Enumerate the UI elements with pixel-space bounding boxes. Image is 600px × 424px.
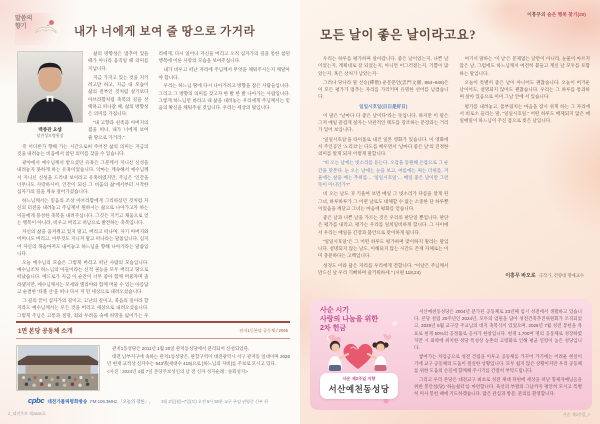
paragraph: 우리는 하느님 땅에 다시 나아가려고 방향을 잡은 사람들입니다. 그리고 그 방향의 의미를 찾고자 한 발 한 발 나아가는 사람입니다. 그렇게 하느님만 바라고 내 삶을 내려놓는 우리에게 주님께서는 믿음의 확신을 채워주실 것입니다. 우리는 세상의 빛입니다. <box>158 83 290 111</box>
rose-icon <box>49 20 54 25</box>
paragraph: 자신의 삶을 움켜쥐고 있지 말고, 버리고 떠나며, 자기 아버지와 어머니도 버리고, 아무것도 지니지 말고 떠나라는 말씀입니다. 심지어 자신의 목숨마저도 내어놓고 하느님을 향해 나아가라는 말씀입니다. <box>17 228 149 256</box>
author-name: 백종관 요셉 <box>38 126 62 132</box>
left-article-title: 내가 너에게 보여 줄 땅으로 가거라 <box>74 26 256 38</box>
community-intro-section <box>16 321 290 391</box>
paragraph: 여기서 말하는 ‘이 날’은 문제없는 날만이 아니라, 눈물이 마르지 않은 날, 그럼에도 하느님께서 여전히 붙들고 계신 날 모두를 포함하는 말입니다. <box>459 56 590 76</box>
badge-label <box>15 13 32 45</box>
word-fragrance-badge <box>15 13 71 45</box>
paragraph: 그 길의 끝이 십자가의 길이고, 고난의 길이고, 죽음의 길이라 할지라도 예수님께서는 모든 것을 버리고 세상으로 내려오셨습니다. 그렇게 주님은 고통과 절망, 죄와 두려움 속에 희망을 잃어가는 우리에게, 다시 일어나 자신을 버리고 오직 십자가의 길을 통한 참된 행복에 이른 사랑의 모습을 보여주십니다. <box>17 51 290 318</box>
paragraph: 내가 비우고 떠난 자리에 주님께서 무엇을 채워주시는지 깨달아야 합니다. <box>158 67 290 80</box>
community-intro-header <box>16 321 290 339</box>
left-page-footer: 2_대전주보 제2885호 <box>8 411 46 416</box>
author-photo-block <box>17 51 83 139</box>
right-page <box>300 0 600 424</box>
paragraph: 성경도 이와 닮은 자리를 우리에게 전합니다. “이날은 주님께서 만드신 날 우리 기뻐하며 즐거워하세.” (시편 118,24) <box>318 262 449 275</box>
byline <box>505 272 584 279</box>
paragraph: 서산예천동성당은 2004년 분가된 공동체로 23년째 임시 성전에서 생활하고 있습니다. 본당 설립 20주년인 2024년, 모두의 염원을 담아 성전건축추진위원회가 조직되었고, 2025년 6월 교구장 주교님의 대지 축복식이 있었으며, 2026년 7월 성전 봉헌을 목표로 현재 50%의 공정률로 공사가 한창입니다. 현재 1,700여 명의 공동체로 성장하였지만 시 외곽에 위치한 성당 특성상 농촌의 고령화로 인해 평균 연령이 높은 성당입니다. <box>414 309 582 350</box>
community-intro-tag: 관저1동본당 공동체 / 2065 <box>239 327 288 333</box>
paragraph: 그러나 당나라 말 선승(禪僧) 운문문언(雲門文偃, 864~949)은 이 모든 평가가 멈추는 자리를 가리키며 유명한 선어를 남겼습니다. <box>318 79 449 100</box>
right-page-footer: 사순 제2주일_7 <box>562 412 590 417</box>
community-group-photo <box>16 345 100 391</box>
paragraph: 대전 남부지구에 속하는 관저1동성당은, 관할구역이 대전광역시 서구 관저동 일대이며 2026년 현재 교적상 신자수는 943명(세대수 419)으로 [하느님의 자비]를 주보로 모시고 있다. <box>107 353 290 367</box>
donation-left-panel <box>310 299 408 410</box>
paragraph: 광야에서 예수님께서 받으셨던 유혹은 그분께서 지니신 신성을 내려놓지 못하게 하는 유혹이었습니다. 악마는 계속해서 예수님께서 지니신 신성을 드러내 보이라고 유혹하였지만, 주님은 ‘인간을 너무나도 사랑하시어, 인간이 되신 그 비움의 삶’에서부터 시작한 십자가의 길을 계속 걸어가셨습니다. <box>17 159 149 195</box>
right-article-body <box>318 55 590 291</box>
byline-role: 극작가, 건양대 명예교수 <box>538 273 584 278</box>
donation-heading-line1: 사순 시기 <box>320 307 349 314</box>
paragraph: 우리는 하루를 평가하며 살아갑니다. 좋은 날이었는지, 나쁜 날이었는지, 계획대로 잘 되었는지, 아니면 어그러졌는지, 기쁨이 많았는지, 혹은 상처가 남았는지- <box>318 56 449 76</box>
paragraph: 그리고 우리 본당은 대전교구 최초로 성전 제대 뒤편에 세상을 떠난 형제자매님들을 위한 봉안실(당) ‘하늘쉼터’를 마련합니다. 육신의 부활의 그날까지 평안히 모시고 특별히 미사 봉헌 때에 기도하겠습니다. 많은 관심과 방문, 문의를 환영합니다. <box>414 376 582 397</box>
byline-name: 이흥무 바오로 <box>505 273 536 279</box>
donation-heading-line3: 2차 헌금 <box>320 325 347 333</box>
paragraph: 오늘이 특별히 좋은 날이 아니어도 괜찮습니다. 오늘이 버거운 날이어도, 설명되지 않아도 괜찮습니다. 우리는 그 하루를 통과하며 살아 있음으로 이미 그날 안에 서 있습니다. <box>459 79 590 100</box>
community-intro-heading: 1면 본당 공동체 소개 <box>18 329 73 335</box>
donation-parish-name: 서산예천동성당 <box>328 384 390 395</box>
paragraph: 지금 가지고 있는 것을 지키려고만 하고, 지금 내 모습이 삶의 전부인 것처럼 살기보다 아브라함처럼 축복의 길을 선택하고 떠나갈 때, 삶의 방향성은 의미를 가집니다. <box>88 74 149 117</box>
badge-line2: 향기 <box>15 23 27 30</box>
badge-line1: 말씀의 <box>15 16 33 22</box>
photo-caption: <사진 : 2024년 4월 7일 본당주보성인의 날 전 신자 성지순례 : 솔뫼성지> <box>107 369 248 375</box>
donation-heading <box>320 306 408 333</box>
author-role: 당진성모병원장 <box>36 132 64 138</box>
paragraph: ‘일일시호일’을 타이틀로 내건 일본 영화가 있습니다. 이 영화에서 주인공인 ‘노리코’는 다도를 배우면서 ‘날마다 좋은 날’의 진정한 의미를 알게 되자 이렇게 말합니다. <box>318 136 449 156</box>
donation-body <box>408 299 592 410</box>
paragraph: 하느님께서는 믿음의 조상 아브라함에게 그리하셨던 것처럼 자신의 터전을 내려놓고 주님께서 원하시는 삶으로 나아가고자 하는 이들에게 풍성한 축복을 내려주십니다. 그것은 지키고 채움으로 얻는 행복이 아니라, 비우고 버리고 떠남으로 발견하는 축복입니다. <box>17 198 149 226</box>
donation-heading-line2: 사랑의 나눔을 위한 <box>320 316 378 324</box>
cpbc-logo: cpbc <box>28 396 45 405</box>
paragraph: 평가를 내려놓고, 몸부림치는 마음을 잠시 쉬게 하는 그 자리에서 비로소 들리는 말, “일일시호일.” 어떤 하루도 배제되지 않은 매일매일이 하느님이 주신 몸으로 빚은 날입니다. <box>459 103 590 123</box>
paragraph: “일일시호일”은 그 어떤 하루도 평가하며 맞이하지 말라는 말입니다. 설명되지 않는 날도, 이해되지 않는 시간도 존재 자체로는 이미 충분하다는 고백입니다. <box>318 238 449 259</box>
donation-banner <box>310 299 592 410</box>
children-holding-heart-illustration <box>318 334 398 372</box>
donation-intention: 사순 제2주일 지향 <box>342 376 376 382</box>
paragraph: 관저1동성당은 2011년 1월 20일 관저동성당에서 분리되어 신설되었다. <box>112 345 250 351</box>
paragraph: 좋은 날과 나쁜 날을 가르는 것은 우리의 판단일 뿐입니다. 판단은 평가를 내리고, 평가는 우리를 일희일비하게 합니다. 그 사이에서 우리는 매일을 긴장과 불안으로 맞이하게 됩니다. <box>318 215 449 235</box>
column-series-title: 숨은 행복 찾기(20) <box>547 13 586 18</box>
zen-phrase: 일일시호일(日日是好日) <box>359 103 408 109</box>
movie-quote: “비 오는 날에는 빗소리를 듣는다. 오감을 동원해 온몸으로 그 순간을 맛본다. 눈 오는 날에는 눈을 보고, 여름에는 찌는 더위를, 겨울에는 살을 베는 추위를… ‘일일시호일’… 매일 좋은 날이란 그런 뜻이 아니던가?” <box>318 160 449 187</box>
paragraph: 쌓여가는 차입금으로 성전 건립을 이루고 공동체를 가꾸어 가기에는 어려운 현실이기에 교구 공동체의 도움이 절실한 상황입니다. 모두 쉽지 않은 상황이지만 우리 공동체를 위한 도움의 손길에 함께해 주시기를 간절히 부탁드립니다. <box>414 353 582 373</box>
open-book-icon <box>34 13 58 45</box>
donation-parish-label <box>320 373 398 399</box>
left-article-body <box>17 50 290 320</box>
paragraph: 오늘 예수님의 모습은 그렇게 버리고 떠난 사람의 모습입니다. 예수님조차 하느님의 아들이라는 신적 권능을 모두 버리고 땅으로 떠났습니다. 베드로가 지금 이 순간이 너무 좋아 함께 머물자며 졸라댔지만, 예수님께서는 모세와 엘리야와 함께 머물 수 있는 아름답고 순결한 ‘타볼 산’을 떠나 다시 저 먼 세상으로 내려오셨습니다. <box>17 259 149 295</box>
paragraph: 즉 어디론가 향해 가는 시간으로써 주어진 삶의 의미는 지금의 것을 내려놓는 비움에서 참된 의미를 찾을 수 있습니다. <box>17 143 149 156</box>
broadcast-notice <box>28 396 268 405</box>
priest-portrait-photo <box>17 51 83 123</box>
broadcast-schedule: 3월 2일(월)~7일(토) 오전 6시 50분 교구 주임 권영준 신부 편 <box>161 399 269 404</box>
paragraph: 비 오는 날도 귀 기울여 보면 매일 그 빗소리가 다름을 알게 된 그녀, 하루하루가 그 어떤 날로도 대체할 수 없는 소중한 단 하루뿐이었음을 깨닫고 그녀는 마음에 평화를 얻습니다. <box>318 191 449 211</box>
column-author: 이흥무의 <box>527 13 546 18</box>
column-header <box>527 11 586 18</box>
broadcast-station: 대전가톨릭평화방송 <box>47 399 88 404</box>
paragraph: 이 말은 “날마다 다 좋은 날이다”라는 뜻입니다. 하지만 이 말은 그저 매일 즐겁게 살자는 낙관적인 태도를 강조하는 문장과는 거리가 있어 보입니다. <box>318 112 449 133</box>
paragraph: 삶의 방향성은 멈추어 있을 때가 아니라 움직일 때 의미를 지닙니다. <box>88 51 149 71</box>
right-article-title: 모든 날이 좋은 날이라고요? <box>320 28 476 42</box>
paragraph: “내 고향과 친족과 아버지의 집을 떠나, 내가 너에게 보여 줄 땅으로 가거라.” <box>88 120 149 140</box>
community-intro-body <box>107 345 290 391</box>
broadcast-program: FM 106.3MHz 「오늘의 강론」, <box>90 399 151 404</box>
